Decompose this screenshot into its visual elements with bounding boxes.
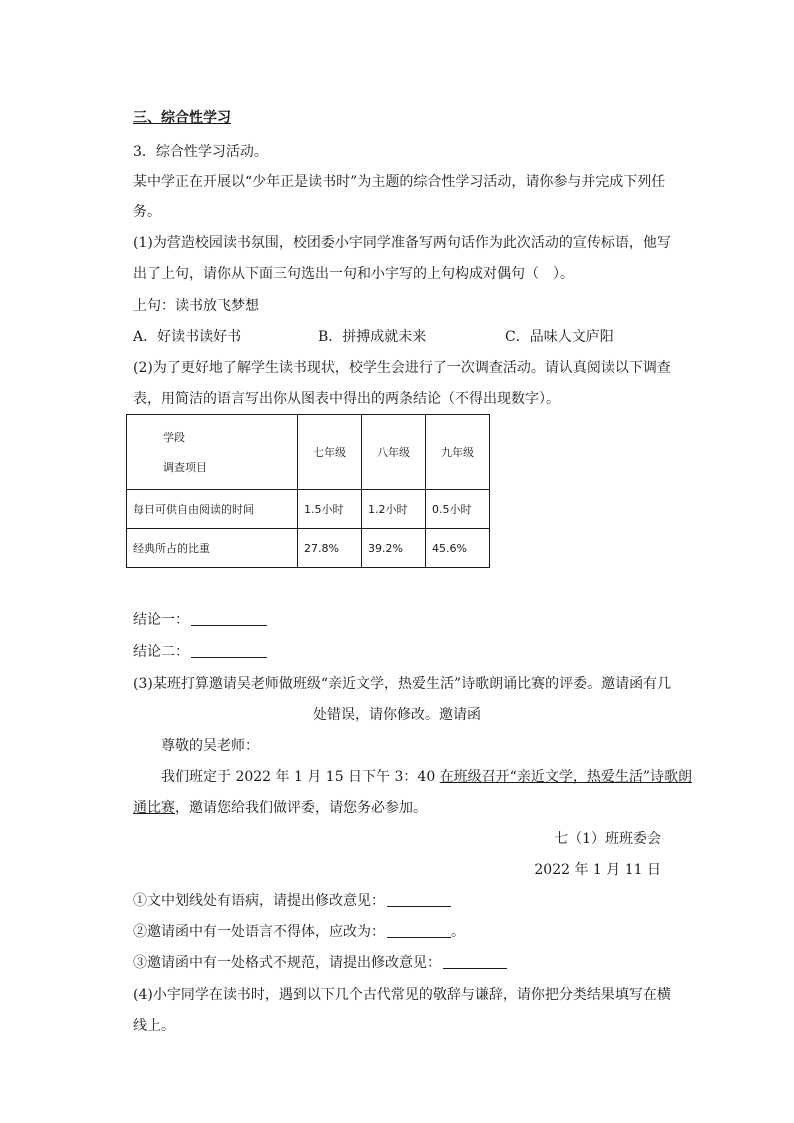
q1-option-a: A．好读书读好书 <box>133 329 242 345</box>
q1-upper-sentence: 上句：读书放飞梦想 <box>133 298 259 314</box>
row-label: 每日可供自由阅读的时间 <box>127 490 298 529</box>
sub-question-2 <box>133 922 465 942</box>
conclusion-1 <box>133 610 267 630</box>
table-cell: 1.2小时 <box>362 490 426 529</box>
table-corner-cell <box>127 415 298 490</box>
column-header: 九年级 <box>426 415 490 490</box>
table-cell: 1.5小时 <box>298 490 362 529</box>
sub-question-2-text: ②邀请函中有一处语言不得体，应改为： <box>133 924 385 940</box>
letter-body-line-1 <box>161 767 692 787</box>
letter-salutation: 尊敬的吴老师： <box>161 738 259 754</box>
answer-blank[interactable] <box>387 923 451 938</box>
question-number: 3．综合性学习活动。 <box>133 144 268 160</box>
q1-line-2: 出了上句，请你从下面三句选出一句和小宇写的上句构成对偶句（ ）。 <box>133 266 574 282</box>
q2-line-1: (2)为了更好地了解学生读书现状，校学生会进行了一次调查活动。请认真阅读以下调查 <box>133 360 671 376</box>
q4-line-2: 线上。 <box>133 1018 175 1034</box>
underlined-text: 通比赛 <box>133 800 175 816</box>
conclusion-1-label: 结论一： <box>133 612 189 628</box>
q3-line-2: 处错误，请你修改。邀请函 <box>313 707 481 723</box>
q2-line-2: 表，用简洁的语言写出你从图表中得出的两条结论（不得出现数字）。 <box>133 391 560 407</box>
sub-question-3-text: ③邀请函中有一处格式不规范，请提出修改意见： <box>133 955 441 971</box>
section-title: 三、综合性学习 <box>133 110 231 126</box>
letter-signature: 七（1）班班委会 <box>554 831 661 847</box>
intro-line-2: 务。 <box>133 204 161 220</box>
answer-blank[interactable] <box>443 954 507 969</box>
q1-option-c: C．品味人文庐阳 <box>505 329 614 345</box>
table-cell: 45.6% <box>426 529 490 568</box>
sub-question-1-text: ①文中划线处有语病，请提出修改意见： <box>133 893 385 909</box>
answer-blank[interactable] <box>191 611 267 626</box>
q1-option-b: B．拼搏成就未来 <box>318 329 427 345</box>
column-header: 七年级 <box>298 415 362 490</box>
letter-body-text: 我们班定于 2022 年 1 月 15 日下午 3：40 <box>161 769 440 785</box>
table-row <box>127 490 490 529</box>
header-item-label: 调查项目 <box>163 461 207 474</box>
conclusion-2 <box>133 642 267 662</box>
table-cell: 27.8% <box>298 529 362 568</box>
conclusion-2-label: 结论二： <box>133 644 189 660</box>
answer-blank[interactable] <box>191 643 267 658</box>
letter-body-text: ，邀请您给我们做评委，请您务必参加。 <box>175 800 427 816</box>
header-stage-label: 学段 <box>163 431 185 444</box>
intro-line-1: 某中学正在开展以“少年正是读书时”为主题的综合性学习活动，请你参与并完成下列任 <box>133 174 666 190</box>
q1-line-1: (1)为营造校园读书氛围，校团委小宇同学准备写两句话作为此次活动的宣传标语，他写 <box>133 235 671 251</box>
q3-line-1: (3)某班打算邀请吴老师做班级“亲近文学，热爱生活”诗歌朗诵比赛的评委。邀请函有几 <box>133 676 672 692</box>
table-header-row <box>127 415 490 490</box>
letter-body-line-2 <box>133 798 427 818</box>
sub-question-1 <box>133 891 451 911</box>
letter-date: 2022 年 1 月 11 日 <box>534 862 661 878</box>
table-row <box>127 529 490 568</box>
row-label: 经典所占的比重 <box>127 529 298 568</box>
survey-table <box>126 414 490 568</box>
table-cell: 39.2% <box>362 529 426 568</box>
answer-blank[interactable] <box>387 892 451 907</box>
column-header: 八年级 <box>362 415 426 490</box>
q4-line-1: (4)小宇同学在读书时，遇到以下几个古代常见的敬辞与谦辞，请你把分类结果填写在横 <box>133 987 671 1003</box>
underlined-text: 在班级召开“亲近文学，热爱生活”诗歌朗 <box>439 769 693 785</box>
sub-question-2-end: 。 <box>451 924 465 940</box>
sub-question-3 <box>133 953 507 973</box>
table-cell: 0.5小时 <box>426 490 490 529</box>
